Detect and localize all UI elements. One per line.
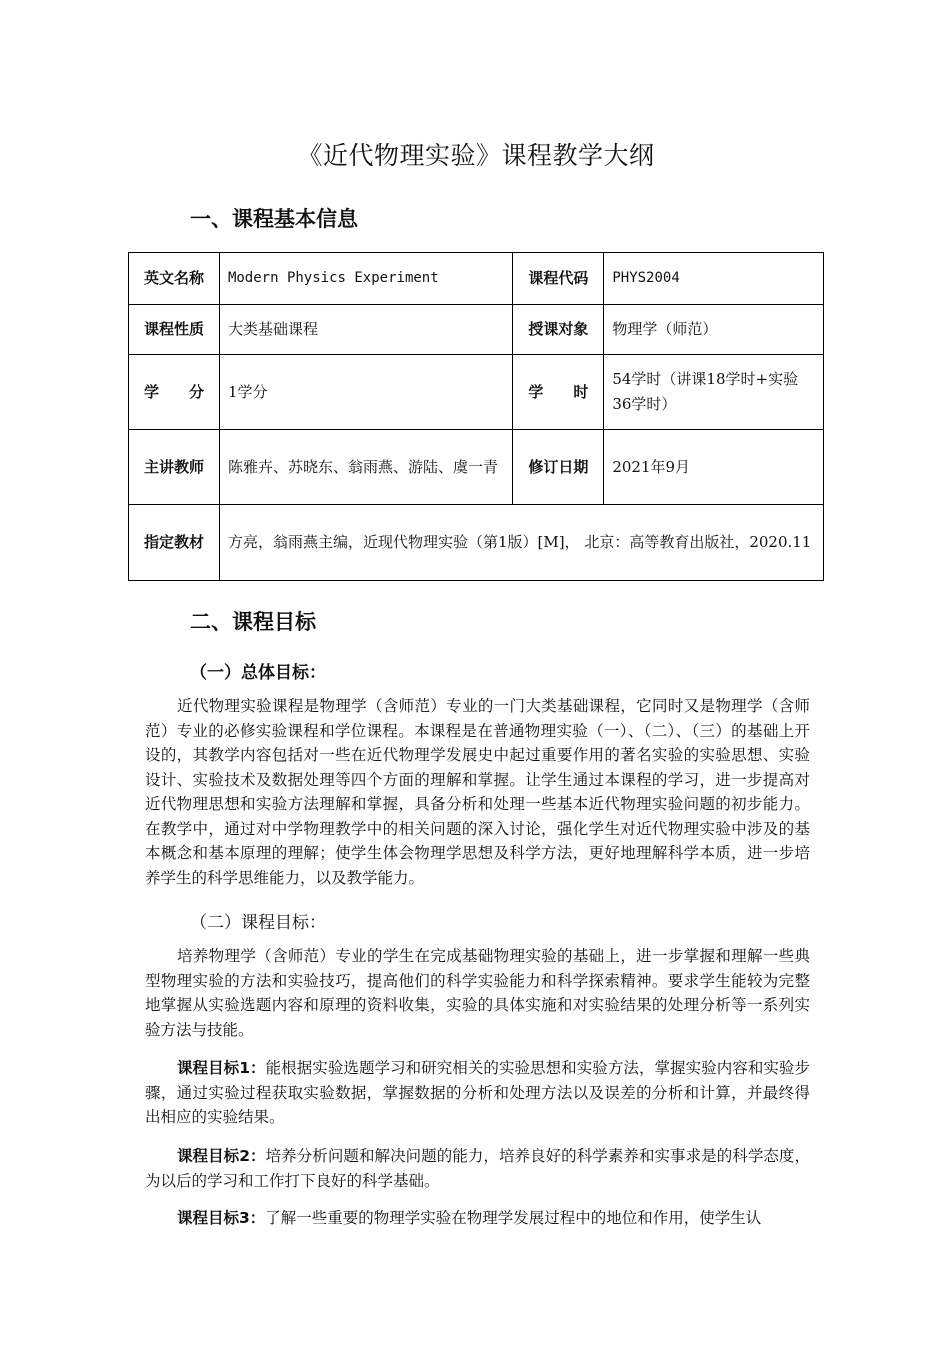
revision-date-label: 修订日期 xyxy=(513,430,604,505)
audience-label: 授课对象 xyxy=(513,305,604,355)
section-heading-basic-info: 一、课程基本信息 xyxy=(190,207,358,231)
table-row xyxy=(129,505,824,581)
english-name-value: Modern Physics Experiment xyxy=(219,253,512,305)
table-row xyxy=(129,305,824,355)
course-goals-paragraph: 培养物理学（含师范）专业的学生在完成基础物理实验的基础上，进一步掌握和理解一些典型物理实验的方法和实验技巧，提高他们的科学实验能力和科学探索精神。要求学生能较为完整地掌握从实验选题内容和原理的资料收集，实验的具体实施和对实验结果的处理分析等一系列实验方法与技能。 xyxy=(145,947,810,1039)
goal-3-lead: 课程目标3： xyxy=(177,1209,266,1227)
textbook-label: 指定教材 xyxy=(129,505,220,581)
credit-value: 1学分 xyxy=(219,355,512,430)
textbook-value: 方亮，翁雨燕主编，近现代物理实验（第1版）[M]， 北京：高等教育出版社，2020.11 xyxy=(219,505,823,581)
goal-1-paragraph xyxy=(145,1056,810,1130)
english-name-label: 英文名称 xyxy=(129,253,220,305)
course-nature-label: 课程性质 xyxy=(129,305,220,355)
overall-goal-paragraph: 近代物理实验课程是物理学（含师范）专业的一门大类基础课程，它同时又是物理学（含师范）专业的必修实验课程和学位课程。本课程是在普通物理实验（一）、（二）、（三）的基础上开设的，其教学内容包括对一些在近代物理学发展史中起过重要作用的著名实验的实验思想、实验设计、实验技术及数据处理等四个方面的理解和掌握。让学生通过本课程的学习，进一步提高对近代物理思想和实验方法理解和掌握，具备分析和处理一些基本近代物理实验问题的初步能力。在教学中，通过对中学物理教学中的相关问题的深入讨论，强化学生对近代物理实验中涉及的基本概念和基本原理的理解；使学生体会物理学思想及科学方法，更好地理解科学本质，进一步培养学生的科学思维能力，以及教学能力。 xyxy=(145,697,810,887)
teacher-label: 主讲教师 xyxy=(129,430,220,505)
subsection-heading-overall-goal xyxy=(190,658,326,683)
goal-2-paragraph xyxy=(145,1144,810,1193)
section-heading-course-goals: 二、课程目标 xyxy=(190,610,316,634)
goal-3-paragraph xyxy=(145,1206,810,1231)
table-row xyxy=(129,430,824,505)
audience-value: 物理学（师范） xyxy=(604,305,824,355)
teacher-value: 陈雅卉、苏晓东、翁雨燕、游陆、虞一青 xyxy=(219,430,512,505)
course-code-label: 课程代码 xyxy=(513,253,604,305)
hours-value: 54学时（讲课18学时+实验36学时） xyxy=(604,355,824,430)
subsection-heading-overall-goal-text: （一）总体目标： xyxy=(190,663,326,683)
subsection-heading-course-goals: （二）课程目标： xyxy=(190,913,326,933)
document-title: 《近代物理实验》课程教学大纲 xyxy=(297,141,655,170)
goal-2-text: 培养分析问题和解决问题的能力，培养良好的科学素养和实事求是的科学态度，为以后的学习和工作打下良好的科学基础。 xyxy=(145,1147,810,1190)
hours-label: 学 时 xyxy=(513,355,604,430)
goal-3-text: 了解一些重要的物理学实验在物理学发展过程中的地位和作用，使学生认 xyxy=(265,1209,762,1227)
goal-2-lead: 课程目标2： xyxy=(177,1147,266,1165)
goal-1-text: 能根据实验选题学习和研究相关的实验思想和实验方法，掌握实验内容和实验步骤，通过实验过程获取实验数据，掌握数据的分析和处理方法以及误差的分析和计算，并最终得出相应的实验结果。 xyxy=(145,1059,810,1126)
course-info-table xyxy=(128,252,824,581)
goal-1-lead: 课程目标1： xyxy=(177,1059,266,1077)
course-nature-value: 大类基础课程 xyxy=(219,305,512,355)
credit-label: 学 分 xyxy=(129,355,220,430)
table-row xyxy=(129,253,824,305)
course-code-value: PHYS2004 xyxy=(604,253,824,305)
table-row xyxy=(129,355,824,430)
revision-date-value: 2021年9月 xyxy=(604,430,824,505)
